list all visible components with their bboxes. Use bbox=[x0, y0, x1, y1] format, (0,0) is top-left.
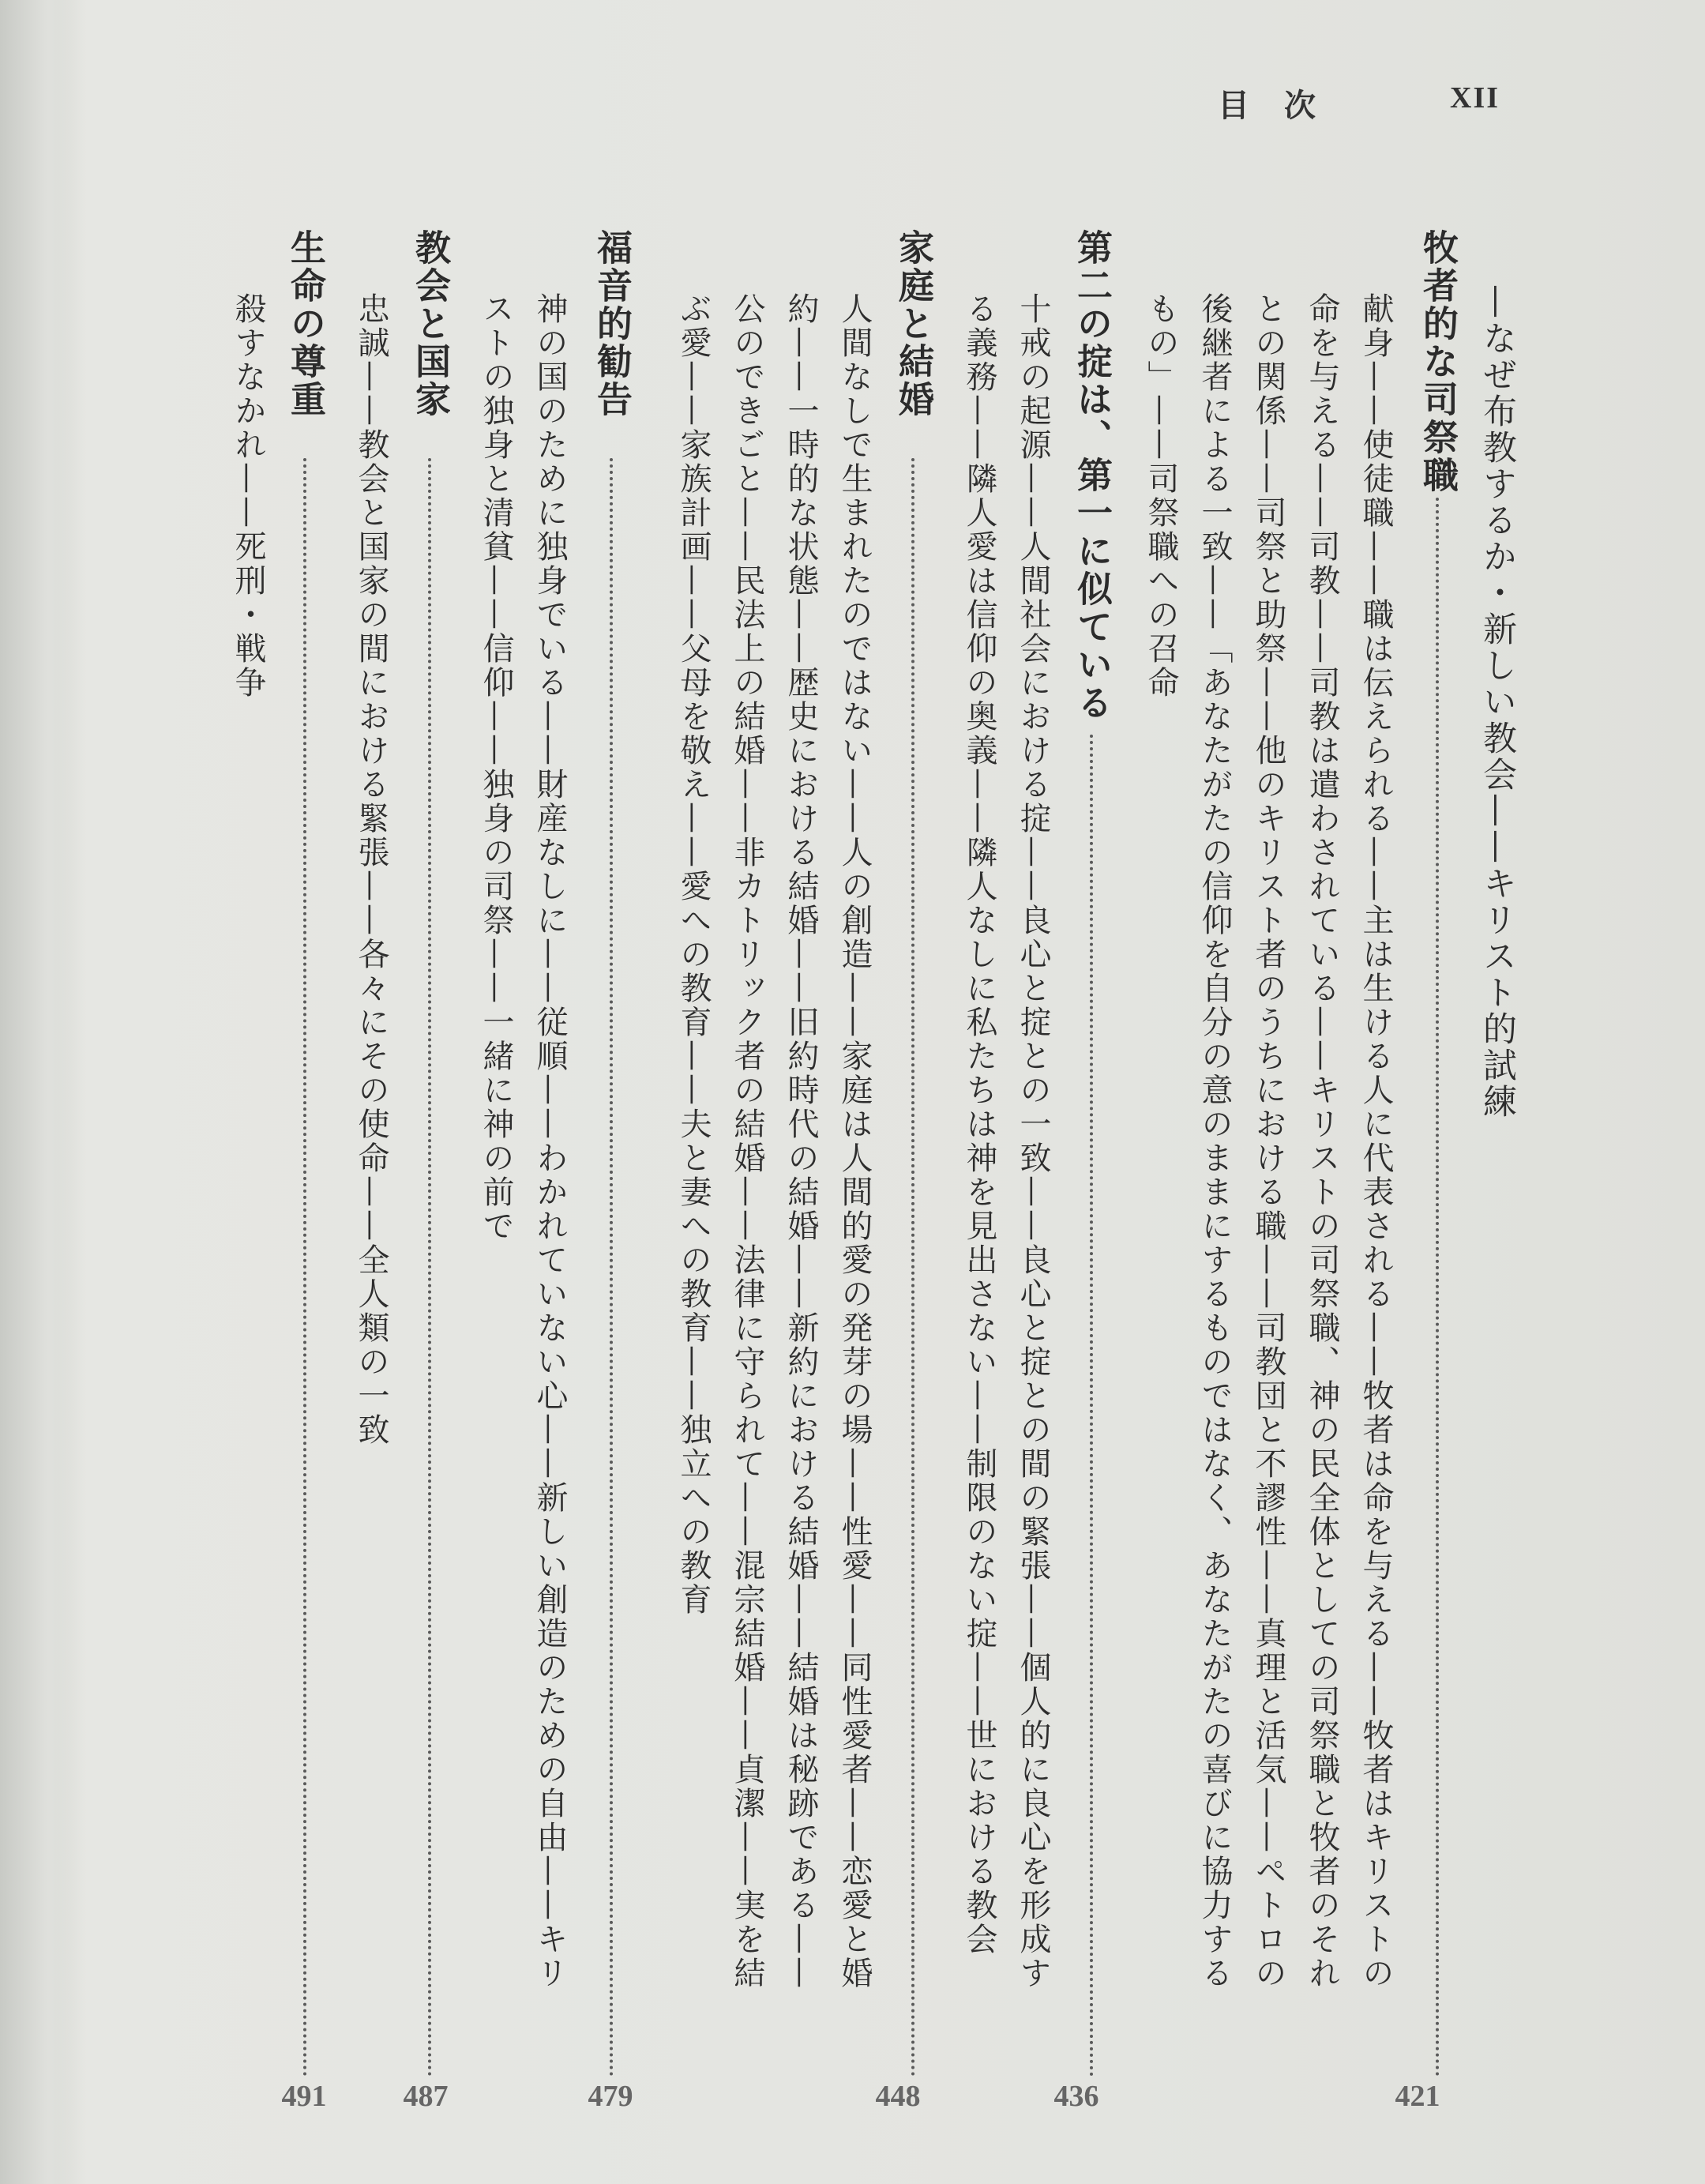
toc-entry-title: 教会と国家 bbox=[409, 229, 451, 419]
toc-entry-line: 神の国のために独身でいる——財産なしに——従順——わかれていない心——新しい創造のための自由——キリ bbox=[531, 292, 568, 1990]
book-gutter-shadow bbox=[0, 0, 79, 2184]
toc-entry-second-commandment bbox=[1068, 229, 1117, 2117]
toc-dot-leader bbox=[428, 458, 431, 2077]
toc-entry-line: ストの独身と清貧——信仰——独身の司祭——一緒に神の前で bbox=[478, 292, 514, 1243]
toc-dot-leader bbox=[1436, 498, 1439, 2077]
toc-entry-line: 献身——使徒職——職は伝えられる——主は生ける人に代表される——牧者は命を与える——牧者はキリストの bbox=[1358, 292, 1394, 1990]
toc-entry-line: ぶ愛——家族計画——父母を敬え——愛への教育——夫と妻への教育——独立への教育 bbox=[675, 292, 712, 1617]
toc-entry-line: 忠誠——教会と国家の間における緊張——各々にその使命——全人類の一致 bbox=[353, 292, 389, 1447]
toc-dot-leader bbox=[911, 458, 914, 2077]
toc-dot-leader bbox=[1090, 735, 1093, 2077]
running-head-page-number: XII bbox=[1450, 81, 1500, 115]
toc-entry-line: 人間なしで生まれたのではない——人の創造——家庭は人間的愛の発芽の場——性愛——同性愛者——恋愛と婚 bbox=[836, 292, 873, 1990]
toc-entry-line: 十戒の起源——人間社会における掟——良心と掟との一致——良心と掟との間の緊張——個人的に良心を形成す bbox=[1015, 292, 1051, 1990]
toc-entry-family-and-marriage bbox=[889, 229, 938, 2117]
running-head-label: 目 次 bbox=[1218, 87, 1317, 124]
toc-entry-line: る義務——隣人愛は信仰の奥義——隣人なしに私たちは神を見出さない——制限のない掟——世における教会 bbox=[961, 292, 997, 1957]
toc-entry-title: 家庭と結婚 bbox=[892, 229, 934, 419]
toc-page-number: 448 bbox=[875, 2080, 921, 2113]
toc-entry-title: 第二の掟は、第一に似ている bbox=[1071, 229, 1113, 722]
toc-entry-respect-for-life bbox=[281, 229, 330, 2117]
toc-dot-leader bbox=[303, 458, 306, 2077]
toc-page-number: 487 bbox=[403, 2080, 449, 2113]
toc-entry-title: 福音的勧告 bbox=[591, 229, 633, 419]
toc-page-number: 421 bbox=[1395, 2080, 1440, 2113]
toc-entry-line: 命を与える——司教——司教は遣わされている——キリストの司祭職、神の民全体としての司祭職と牧者のそれ bbox=[1304, 292, 1340, 1990]
toc-entry-church-and-state bbox=[406, 229, 455, 2117]
toc-entry-line: 後継者による一致——「あなたがたの信仰を自分の意のままにするものではなく、あなたがたの喜びに協力する bbox=[1196, 292, 1233, 1990]
toc-page-number: 436 bbox=[1053, 2080, 1099, 2113]
toc-page-number: 479 bbox=[588, 2080, 633, 2113]
toc-entry-line: との関係——司祭と助祭——他のキリスト者のうちにおける職——司教団と不謬性——真理と活気——ペトロの bbox=[1250, 292, 1286, 1990]
toc-entry-line: 約——一時的な状態——歴史における結婚——旧約時代の結婚——新約における結婚——結婚は秘跡である—— bbox=[783, 292, 819, 1990]
toc-dot-leader bbox=[610, 458, 613, 2077]
toc-entry-line: もの」——司祭職への召命 bbox=[1143, 292, 1179, 700]
toc-entry-title: 生命の尊重 bbox=[284, 229, 326, 419]
toc-entry-title: 牧者的な司祭職 bbox=[1417, 229, 1459, 494]
toc-entry-evangelical-counsels bbox=[588, 229, 637, 2117]
toc-entry-line: 殺すなかれ——死刑・戦争 bbox=[230, 292, 266, 700]
toc-entry-line: 公のできごと——民法上の結婚——非カトリック者の結婚——法律に守られて——混宗結婚——貞潔——実を結 bbox=[729, 292, 765, 1990]
toc-entry-pastoral-priesthood bbox=[1414, 229, 1463, 2117]
toc-page-number: 491 bbox=[281, 2080, 327, 2113]
toc-intro-line: —なぜ布教するか・新しい教会——キリスト的試練 bbox=[1478, 284, 1517, 1120]
